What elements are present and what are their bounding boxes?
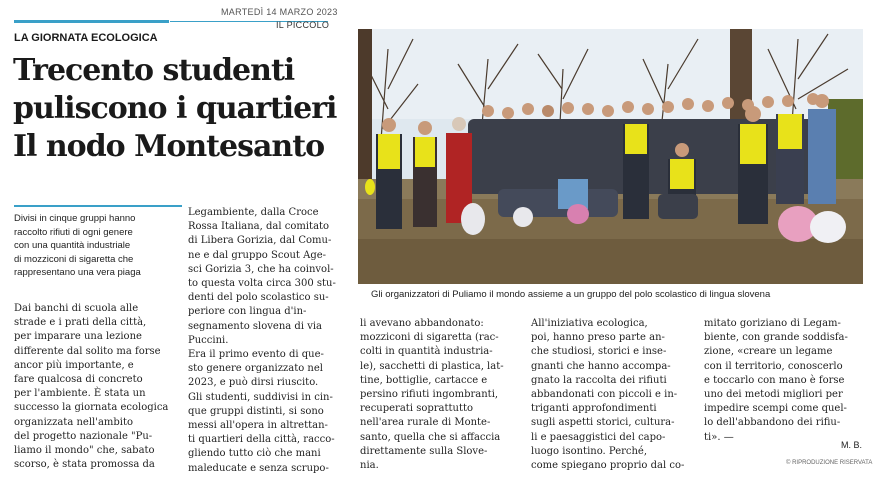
article-column-1 [14,302,186,472]
header-accent-bar [14,20,169,23]
text-line: que gruppi distinti, si sono [188,405,324,417]
text-line: gnato la raccolta dei rifiuti [531,374,667,386]
text-line: fare qualcosa di concreto [14,374,143,386]
text-line: segnamento slovena di via [188,320,322,332]
text-line: scorso, è stata promossa da [14,459,155,471]
text-line: uno dei metodi migliori per [704,389,843,401]
text-line: biente, con grande soddisfa- [704,332,848,344]
text-line: Gli studenti, suddivisi in cin- [188,391,333,403]
author-signature: M. B. [841,440,863,450]
summary-line: Divisi in cinque gruppi hanno [14,213,136,224]
text-line: maleducate e senza scrupo- [188,462,329,474]
text-line: zione, «creare un legame [704,346,833,358]
text-line: liamo il mondo" che, sabato [14,445,155,457]
text-line: 2023, e può dirsi riuscito. [188,377,319,389]
text-line: sugli aspetti storici, cultura- [531,417,675,429]
text-line: Puccini. [188,334,229,346]
text-line: mozziconi di sigaretta (rac- [360,332,499,344]
article-column-2 [188,206,356,476]
text-line: All'iniziativa ecologica, [531,318,648,329]
summary-line: raccolto rifiuti di ogni genere [14,226,133,238]
text-line: to questa volta circa 300 stu- [188,278,336,290]
text-line: come spiegano proprio dal co- [531,460,685,472]
text-line: per imparare una lezione [14,331,142,343]
group-photo-illustration [358,29,863,284]
text-line: mitato goriziano di Legam- [704,318,841,329]
text-line: recuperati soprattutto [360,403,474,415]
summary [14,212,186,280]
text-line: sci Gorizia 3, che ha coinvol- [188,263,334,275]
text-line: denti del polo scolastico su- [188,292,329,304]
newspaper-name: IL PICCOLO [276,20,330,30]
text-line: Legambiente, dalla Croce [188,207,319,218]
copyright-notice: © RIPRODUZIONE RISERVATA [786,460,873,466]
text-line: direttamente sulla Slove- [360,445,488,457]
text-line: triganti approfondimenti [531,403,657,415]
text-line: ti quartieri della città, racco- [188,434,335,446]
group-photo [358,29,863,284]
text-line: di Libera Gorizia, dal Comu- [188,235,332,247]
text-line: ne e dal gruppo Scout Age- [188,249,327,261]
text-line: lo dell'abbandono dei rifiu- [704,417,841,429]
article-column-3 [360,317,524,473]
headline-line: Trecento studenti [13,53,295,88]
text-line: strade e i prati della città, [14,317,147,329]
text-line: li avevano abbandonato: [360,318,484,329]
text-line: impedire scempi come quel- [704,403,847,415]
text-line: con il territorio, conoscerlo [704,360,843,372]
text-line: gliendo tutto ciò che mani [188,448,321,460]
summary-rule [14,205,182,207]
text-line: messi all'opera in altrettan- [188,420,328,432]
text-line: organizzata nell'ambito [14,416,134,428]
text-line: differente dal solito ma forse [14,345,161,357]
text-line: santo, quella che si affaccia [360,431,501,443]
text-line: e toccarlo con mano è forse [704,374,845,386]
text-line: per l'ambiente. È stata un [14,388,146,400]
headline-line: puliscono i quartieri [13,91,337,126]
text-line: abbandonati con piccoli e in- [531,389,678,401]
text-line: successo la giornata ecologica [14,402,169,414]
text-line: poi, hanno preso parte an- [531,332,665,344]
photo-caption: Gli organizzatori di Puliamo il mondo assieme a un gruppo del polo scolastico di lingua slovena [371,289,771,300]
section-label: LA GIORNATA ECOLOGICA [14,32,158,44]
summary-line: di mozziconi di sigaretta che [14,253,134,265]
article-column-4 [531,317,699,473]
text-line: periore con lingua d'in- [188,306,307,318]
text-line: Dai banchi di scuola alle [14,303,139,314]
text-line: nia. [360,460,379,472]
text-line: ancor più importante, e [14,359,134,371]
text-line: sto genere organizzato nel [188,363,323,375]
text-line: Rossa Italiana, dal comitato [188,221,330,233]
text-line: del progetto nazionale "Pu- [14,430,153,442]
article-column-5 [704,317,864,445]
summary-line: con una quantità industriale [14,240,131,251]
headline-line: Il nodo Montesanto [13,129,325,164]
text-line: gnanti che hanno accompa- [531,360,671,372]
text-line: le), sacchetti di plastica, lat- [360,360,504,372]
text-line: nell'area rurale di Monte- [360,417,491,429]
text-line: tine, bottiglie, cartacce e [360,374,488,386]
text-line: luogo isontino. Perché, [531,445,648,457]
text-line: li e paesaggistici del capo- [531,431,666,443]
headline [13,52,358,166]
text-line: che studiosi, storici e inse- [531,346,667,358]
text-line: colti in quantità industria- [360,346,493,358]
issue-date: MARTEDÌ 14 MARZO 2023 [221,7,338,17]
text-line: Era il primo evento di que- [188,349,324,361]
summary-line: rappresentano una vera piaga [14,267,141,278]
text-line: persino rifiuti ingombranti, [360,389,499,401]
text-line: ti». — [704,431,734,443]
